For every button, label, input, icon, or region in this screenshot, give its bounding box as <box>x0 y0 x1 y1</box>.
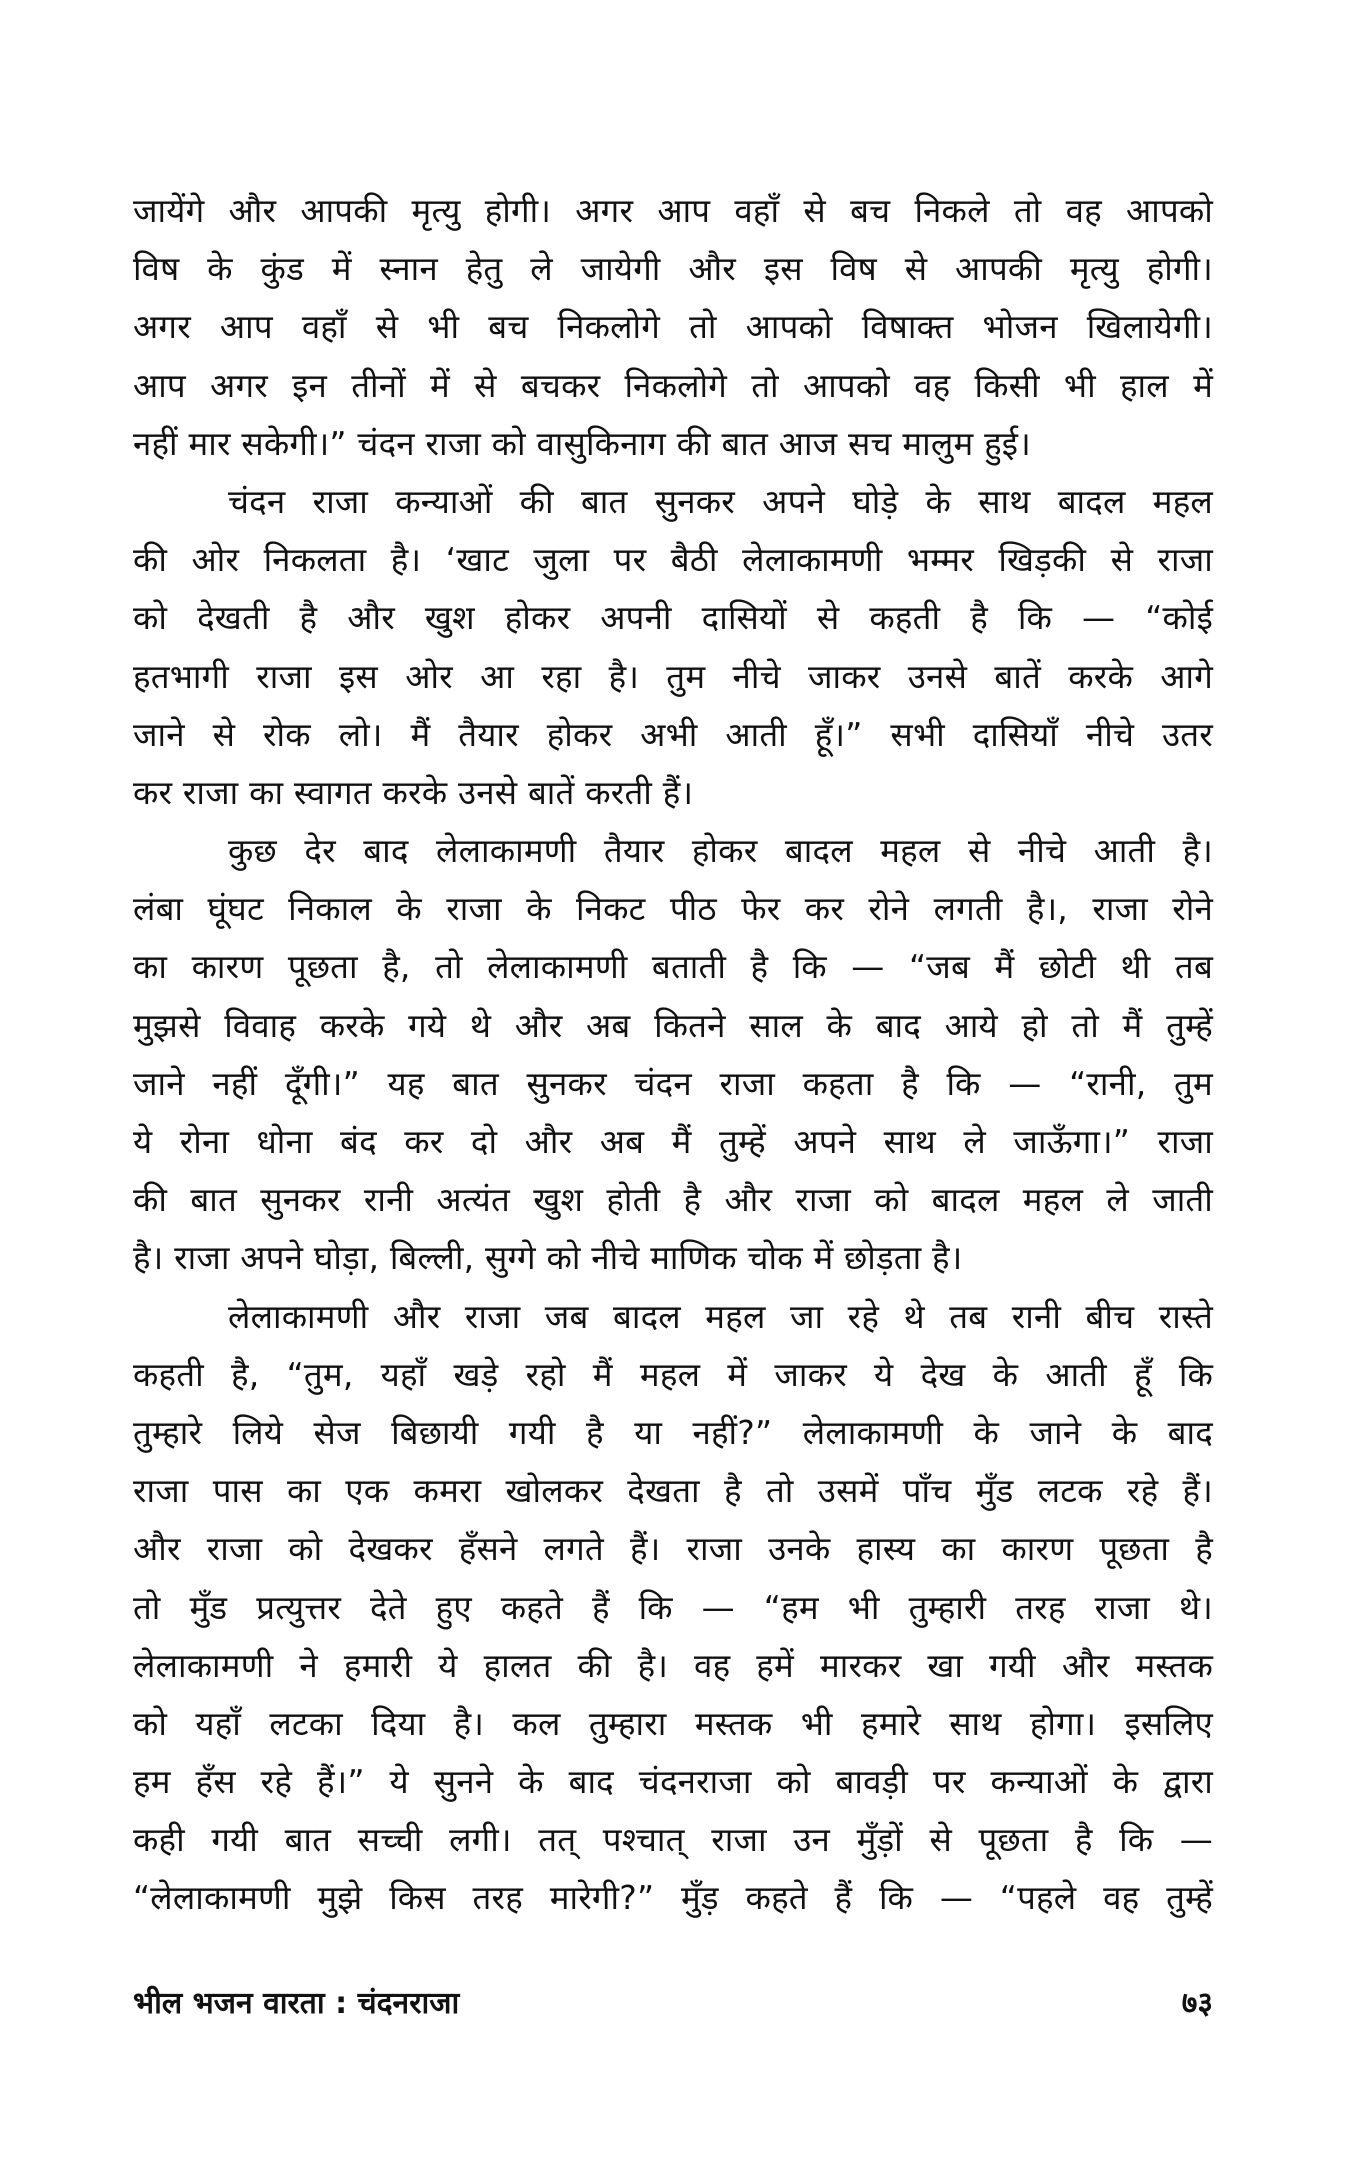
text-line: जायेंगे और आपकी मृत्यु होगी। अगर आप वहाँ से बच निकले तो वह आपको <box>133 191 1213 230</box>
text-line: जाने से रोक लो। मैं तैयार होकर अभी आती हूँ।” सभी दासियाँ नीचे उतर <box>133 714 1213 754</box>
page-number: ७३ <box>1181 1986 1213 2021</box>
running-footer-title: भील भजन वारता : चंदनराजा <box>133 1986 460 2021</box>
text-line: लेलाकामणी ने हमारी ये हालत की है। वह हमें मारकर खा गयी और मस्तक <box>133 1645 1213 1685</box>
paragraph-start-line: लेलाकामणी और राजा जब बादल महल जा रहे थे तब रानी बीच रास्ते <box>228 1296 1213 1336</box>
text-line: कही गयी बात सच्ची लगी। तत् पश्चात् राजा उन मुँड़ों से पूछता है कि — <box>133 1820 1213 1860</box>
text-line: को देखती है और खुश होकर अपनी दासियों से कहती है कि — “कोई <box>133 598 1213 638</box>
text-line: तुम्हारे लिये सेज बिछायी गयी है या नहीं?” लेलाकामणी के जाने के बाद <box>133 1412 1213 1452</box>
text-line: “लेलाकामणी मुझे किस तरह मारेगी?” मुँड़ कहते हैं कि — “पहले वह तुम्हें <box>133 1878 1213 1918</box>
paragraph-start-line: कुछ देर बाद लेलाकामणी तैयार होकर बादल महल से नीचे आती है। <box>228 831 1213 871</box>
text-line: की बात सुनकर रानी अत्यंत खुश होती है और राजा को बादल महल ले जाती <box>133 1180 1213 1220</box>
text-line: हतभागी राजा इस ओर आ रहा है। तुम नीचे जाकर उनसे बातें करके आगे <box>133 656 1213 696</box>
text-line: का कारण पूछता है, तो लेलाकामणी बताती है कि — “जब मैं छोटी थी तब <box>133 947 1213 987</box>
text-line: जाने नहीं दूँगी।” यह बात सुनकर चंदन राजा कहता है कि — “रानी, तुम <box>133 1063 1213 1103</box>
text-line: और राजा को देखकर हँसने लगते हैं। राजा उनके हास्य का कारण पूछता है <box>133 1529 1213 1569</box>
text-line: विष के कुंड में स्नान हेतु ले जायेगी और इस विष से आपकी मृत्यु होगी। <box>133 249 1213 289</box>
text-line: हम हँस रहे हैं।” ये सुनने के बाद चंदनराजा को बावड़ी पर कन्याओं के द्वारा <box>133 1762 1213 1802</box>
text-line: मुझसे विवाह करके गये थे और अब कितने साल के बाद आये हो तो मैं तुम्हें <box>133 1005 1213 1045</box>
text-line: राजा पास का एक कमरा खोलकर देखता है तो उसमें पाँच मुँड लटक रहे हैं। <box>133 1471 1213 1511</box>
text-line: नहीं मार सकेगी।” चंदन राजा को वासुकिनाग की बात आज सच मालुम हुई। <box>133 423 1031 463</box>
text-line: ये रोना धोना बंद कर दो और अब मैं तुम्हें अपने साथ ले जाऊँगा।” राजा <box>133 1122 1213 1161</box>
text-line: कर राजा का स्वागत करके उनसे बातें करती हैं। <box>133 772 694 812</box>
text-line: को यहाँ लटका दिया है। कल तुम्हारा मस्तक भी हमारे साथ होगा। इसलिए <box>133 1703 1213 1743</box>
paragraph-start-line: चंदन राजा कन्याओं की बात सुनकर अपने घोड़े के साथ बादल महल <box>228 481 1213 521</box>
page-footer <box>133 1982 1213 2026</box>
text-line: तो मुँड प्रत्युत्तर देते हुए कहते हैं कि — “हम भी तुम्हारी तरह राजा थे। <box>133 1587 1213 1627</box>
text-line: लंबा घूंघट निकाल के राजा के निकट पीठ फेर कर रोने लगती है।, राजा रोने <box>133 889 1213 929</box>
text-line: कहती है, “तुम, यहाँ खड़े रहो मैं महल में जाकर ये देख के आती हूँ कि <box>133 1354 1213 1394</box>
text-line: अगर आप वहाँ से भी बच निकलोगे तो आपको विषाक्त भोजन खिलायेगी। <box>133 307 1213 347</box>
text-line: की ओर निकलता है। ‘खाट जुला पर बैठी लेलाकामणी भम्मर खिड़की से राजा <box>133 540 1213 580</box>
body-text <box>133 182 1213 1928</box>
text-line: है। राजा अपने घोड़ा, बिल्ली, सुग्गे को नीचे माणिक चोक में छोड़ता है। <box>133 1238 963 1278</box>
text-line: आप अगर इन तीनों में से बचकर निकलोगे तो आपको वह किसी भी हाल में <box>133 365 1213 405</box>
